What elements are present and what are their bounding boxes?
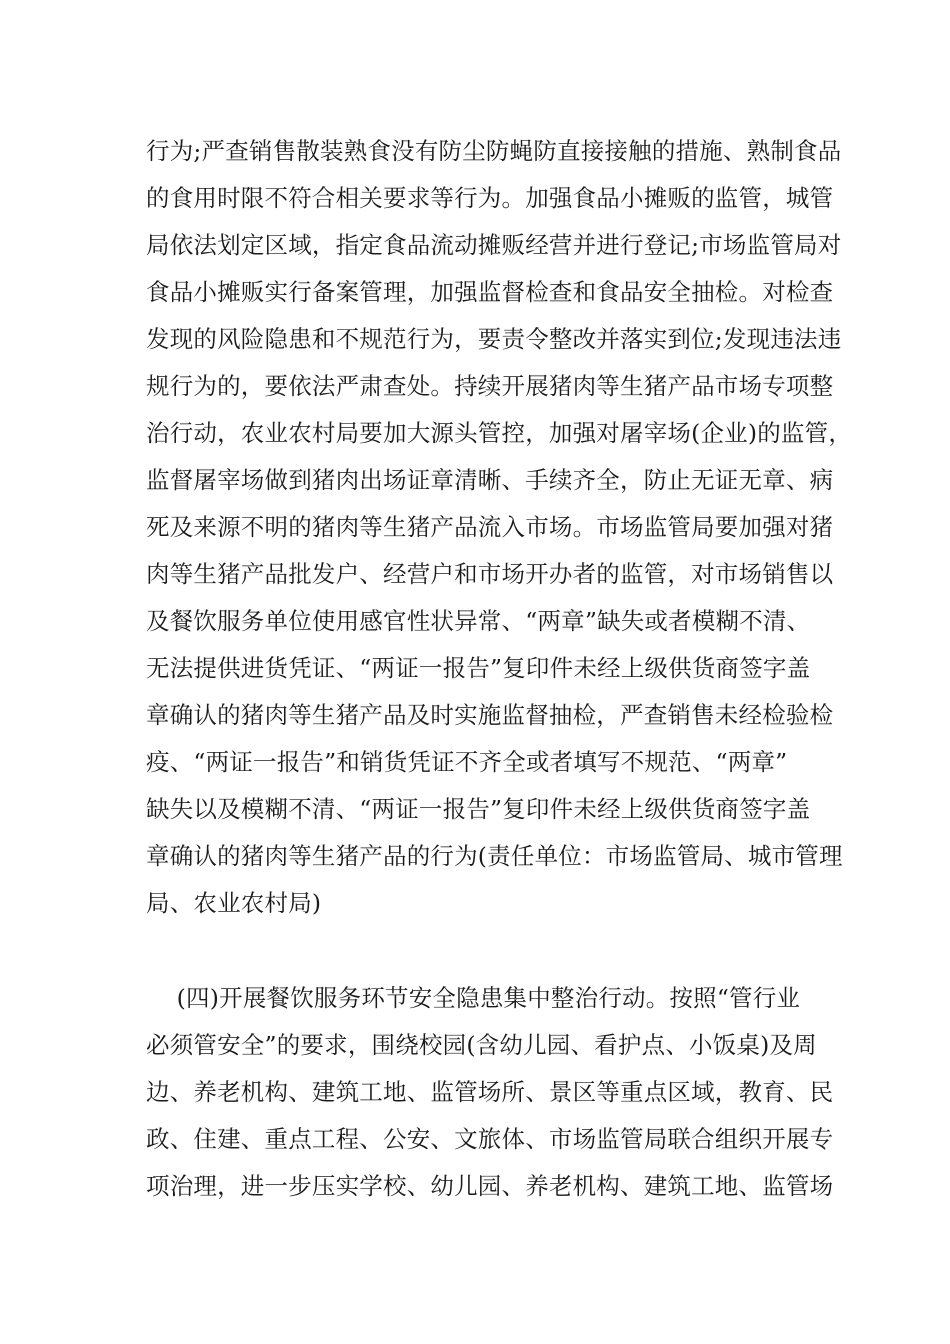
text-line: 边、养老机构、建筑工地、监管场所、景区等重点区域，教育、民 <box>146 1078 834 1106</box>
text-line: 治行动，农业农村局要加大源头管控，加强对屠宰场(企业)的监管， <box>146 419 853 447</box>
text-line: 监督屠宰场做到猪肉出场证章清晰、手续齐全，防止无证无章、病 <box>146 466 834 494</box>
text-line: 规行为的，要依法严肃查处。持续开展猪肉等生猪产品市场专项整 <box>146 372 834 400</box>
paragraph-2 <box>146 975 834 1210</box>
paragraph-1 <box>146 128 853 927</box>
text-line: 行为;严查销售散装熟食没有防尘防蝇防直接接触的措施、熟制食品 <box>146 137 842 165</box>
text-line: 局依法划定区域，指定食品流动摊贩经营并进行登记;市场监管局对 <box>146 231 842 259</box>
text-line: 无法提供进货凭证、“两证一报告”复印件未经上级供货商签字盖 <box>146 654 811 682</box>
text-line: 局、农业农村局) <box>146 889 322 917</box>
text-line: 章确认的猪肉等生猪产品及时实施监督抽检，严查销售未经检验检 <box>146 701 834 729</box>
text-line: 缺失以及模糊不清、“两证一报告”复印件未经上级供货商签字盖 <box>146 795 811 823</box>
text-line: 肉等生猪产品批发户、经营户和市场开办者的监管，对市场销售以 <box>146 560 834 588</box>
text-line: 死及来源不明的猪肉等生猪产品流入市场。市场监管局要加强对猪 <box>146 513 834 541</box>
text-line: 必须管安全”的要求，围绕校园(含幼儿园、看护点、小饭桌)及周 <box>146 1031 817 1059</box>
text-line: 的食用时限不符合相关要求等行为。加强食品小摊贩的监管，城管 <box>146 184 834 212</box>
text-line: 食品小摊贩实行备案管理，加强监督检查和食品安全抽检。对检查 <box>146 278 834 306</box>
text-line: 章确认的猪肉等生猪产品的行为(责任单位：市场监管局、城市管理 <box>146 842 843 870</box>
text-line: 政、住建、重点工程、公安、文旅体、市场监管局联合组织开展专 <box>146 1125 834 1153</box>
text-line: 项治理，进一步压实学校、幼儿园、养老机构、建筑工地、监管场 <box>146 1172 834 1200</box>
text-line: 及餐饮服务单位使用感官性状异常、“两章”缺失或者模糊不清、 <box>146 607 811 635</box>
text-line: 疫、“两证一报告”和销货凭证不齐全或者填写不规范、“两章” <box>146 748 788 776</box>
text-line: 发现的风险隐患和不规范行为，要责令整改并落实到位;发现违法违 <box>146 325 842 353</box>
text-line: (四)开展餐饮服务环节安全隐患集中整治行动。按照“管行业 <box>146 984 801 1012</box>
